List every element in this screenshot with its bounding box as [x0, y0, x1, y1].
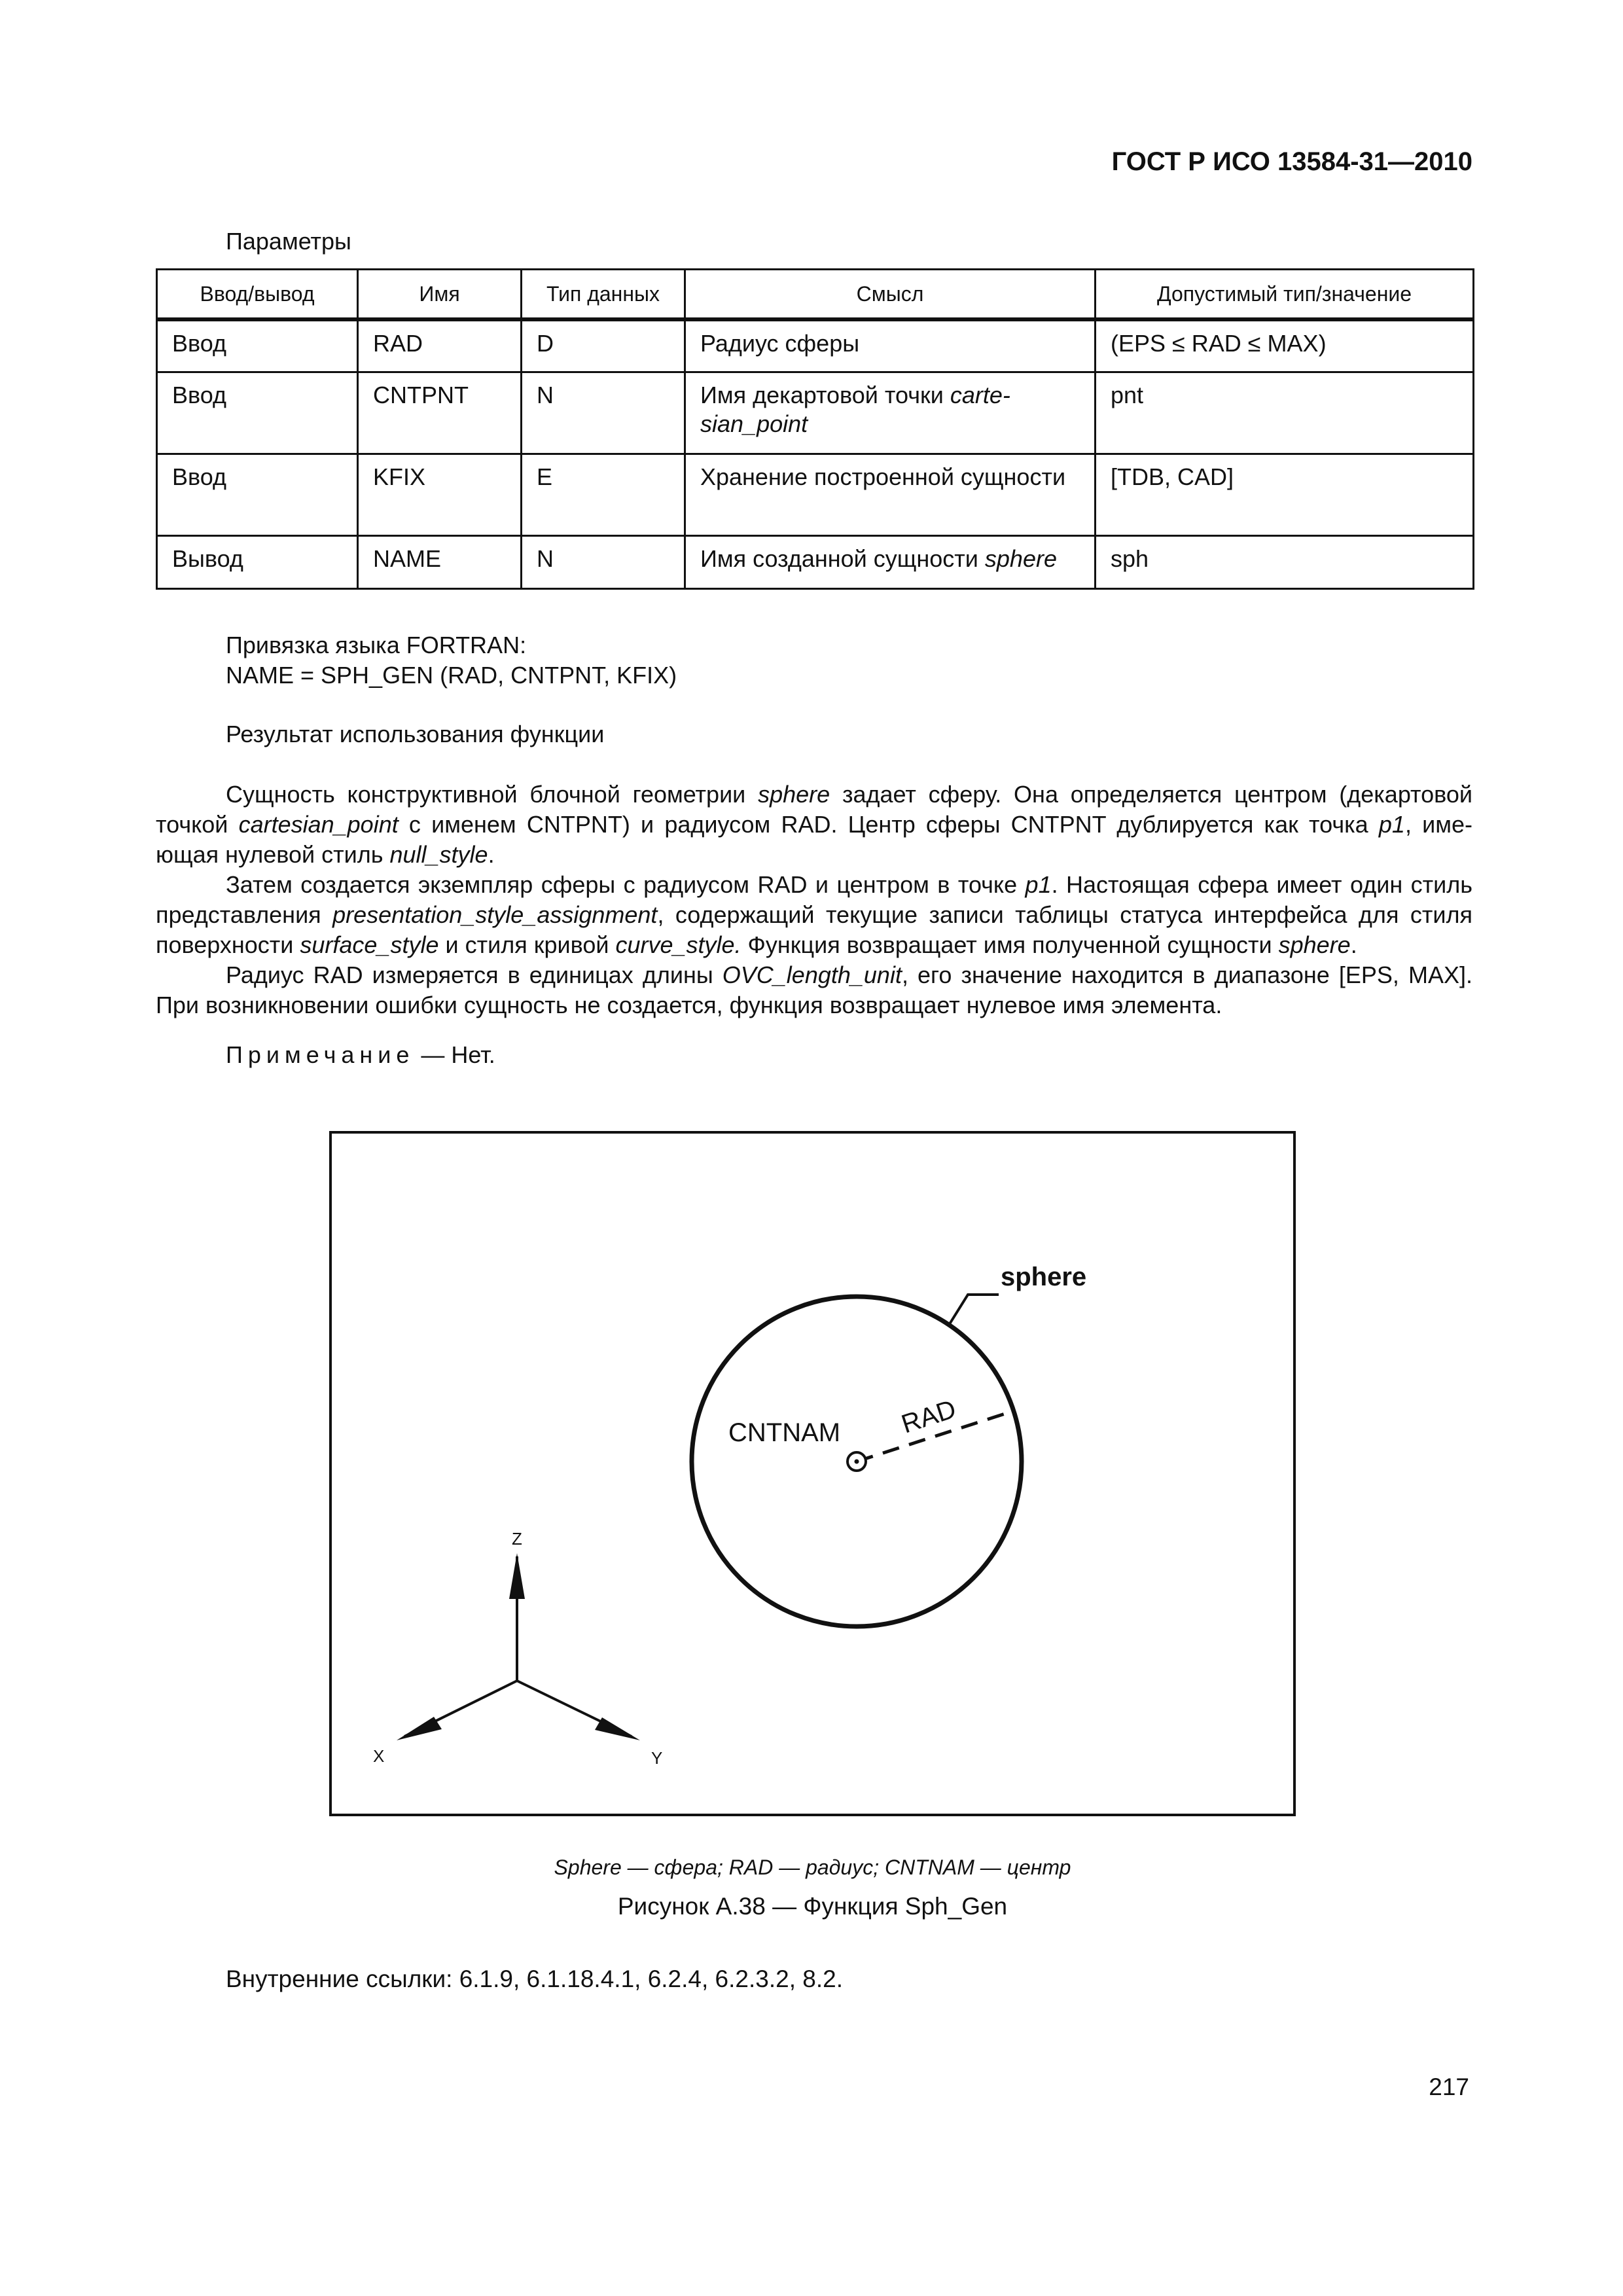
- p1-italic-3: p1: [1378, 811, 1405, 838]
- axis-z-label: Z: [512, 1529, 522, 1549]
- p2-text-2: . Настоящая сфера имеет один стиль представления: [156, 871, 1472, 928]
- page-number: 217: [1429, 2073, 1469, 2100]
- p2-italic-3: surface_style: [300, 931, 439, 958]
- paragraph-3: [156, 960, 1472, 1020]
- fortran-binding-signature: NAME = SPH_GEN (RAD, CNTPNT, KFIX): [226, 662, 677, 689]
- header-meaning: Смысл: [685, 270, 1096, 320]
- p2-text-6: .: [1350, 931, 1357, 958]
- p2-text-5: Функция возвращает имя полученной сущности: [741, 931, 1279, 958]
- parameters-table: [156, 268, 1474, 590]
- axis-y-arrow-icon: [595, 1717, 640, 1740]
- fortran-binding-title: Привязка языка FORTRAN:: [226, 632, 527, 658]
- note: [226, 1040, 1469, 1070]
- axis-y-label: Y: [651, 1748, 663, 1768]
- sphere-figure: [329, 1131, 1296, 1816]
- p1-italic-1: sphere: [758, 781, 830, 808]
- cell-meaning-text: Хранение построенной сущности: [700, 463, 1066, 490]
- p1-italic-4: null_style: [389, 841, 488, 868]
- axis-z-arrow-icon: [509, 1553, 525, 1599]
- p2-italic-5: sphere: [1278, 931, 1351, 958]
- p1-text-1: Сущность конструктивной блочной геометрии: [226, 781, 758, 808]
- sphere-label: sphere: [1001, 1263, 1087, 1291]
- cell-type: D: [522, 319, 685, 372]
- radius-label: RAD: [898, 1394, 960, 1439]
- p1-text-4: , име-ющая нулевой стиль: [156, 811, 1473, 868]
- header-allowed: Допустимый тип/значение: [1096, 270, 1474, 320]
- cell-name: KFIX: [358, 454, 522, 536]
- p2-text-4: и стиля кривой: [438, 931, 616, 958]
- cell-meaning: [685, 319, 1096, 372]
- header-type: Тип данных: [522, 270, 685, 320]
- axis-x-label: X: [373, 1746, 385, 1766]
- note-label: Примечание: [226, 1041, 415, 1068]
- cell-name: RAD: [358, 319, 522, 372]
- cell-io: Ввод: [157, 454, 358, 536]
- table-row: [157, 319, 1474, 372]
- center-dot: [855, 1460, 859, 1464]
- center-label: CNTNAM: [728, 1418, 841, 1447]
- p2-italic-4: curve_style.: [615, 931, 741, 958]
- p3-text-1: Радиус RAD измеряется в единицах длины: [226, 961, 722, 988]
- cell-meaning: [685, 536, 1096, 589]
- header-name: Имя: [358, 270, 522, 320]
- cell-allowed: sph: [1096, 536, 1474, 589]
- p1-text-5: .: [488, 841, 495, 868]
- paragraph-1: [156, 780, 1472, 870]
- table-row: [157, 454, 1474, 536]
- p2-text-3: , содержащий текущие записи таблицы статуса интерфейса для стиля поверхности: [156, 901, 1472, 958]
- cell-type: N: [522, 536, 685, 589]
- cell-io: Ввод: [157, 372, 358, 454]
- cell-meaning: [685, 454, 1096, 536]
- cell-name: CNTPNT: [358, 372, 522, 454]
- cell-io: Вывод: [157, 536, 358, 589]
- cell-allowed: (EPS ≤ RAD ≤ MAX): [1096, 319, 1474, 372]
- p2-text-1: Затем создается экземпляр сферы с радиусом RAD и центром в точке: [226, 871, 1026, 898]
- cell-meaning-italic: carte-sian_point: [700, 382, 1010, 437]
- sphere-leader-line: [948, 1295, 999, 1326]
- cell-meaning-text: Имя созданной сущности: [700, 545, 985, 572]
- cell-allowed: pnt: [1096, 372, 1474, 454]
- figure-frame: [330, 1132, 1294, 1815]
- params-label: Параметры: [226, 228, 351, 255]
- p2-italic-1: p1: [1025, 871, 1052, 898]
- figure-caption: Рисунок А.38 — Функция Sph_Gen: [617, 1893, 1008, 1920]
- p3-text-2: , его значение находится в диапазоне [EPS, MAX]. При возникновении ошибки сущность не создается, функция возвращает нулевое имя элемента.: [156, 961, 1472, 1018]
- fortran-binding: [226, 630, 1469, 691]
- cell-io: Ввод: [157, 319, 358, 372]
- standard-header: ГОСТ Р ИСО 13584-31—2010: [1111, 147, 1472, 176]
- cell-meaning-italic: sphere: [984, 545, 1057, 572]
- p1-text-2: задает сферу. Она определяется центром (декартовой точкой: [156, 781, 1472, 838]
- cell-meaning-text: Радиус сферы: [700, 330, 860, 357]
- table-row: [157, 372, 1474, 454]
- paragraph-2: [156, 870, 1472, 960]
- table-row: [157, 536, 1474, 589]
- p2-italic-2: presentation_style_assignment: [332, 901, 658, 928]
- internal-references: Внутренние ссылки: 6.1.9, 6.1.18.4.1, 6.2.4, 6.2.3.2, 8.2.: [226, 1965, 843, 1992]
- table-header-row: [157, 270, 1474, 320]
- header-io: Ввод/вывод: [157, 270, 358, 320]
- cell-name: NAME: [358, 536, 522, 589]
- p1-italic-2: cartesian_point: [238, 811, 399, 838]
- figure-legend: Sphere — сфера; RAD — радиус; CNTNAM — центр: [554, 1856, 1071, 1879]
- cell-meaning: [685, 372, 1096, 454]
- axis-x-arrow-icon: [397, 1717, 442, 1740]
- note-text: — Нет.: [414, 1041, 495, 1068]
- cell-type: N: [522, 372, 685, 454]
- cell-meaning-text: Имя декартовой точки: [700, 382, 950, 408]
- cell-allowed: [TDB, CAD]: [1096, 454, 1474, 536]
- p3-italic-1: OVC_length_unit: [722, 961, 902, 988]
- result-heading: Результат использования функции: [226, 721, 605, 747]
- cell-type: E: [522, 454, 685, 536]
- p1-text-3: с именем CNTPNT) и радиусом RAD. Центр сферы CNTPNT дублируется как точка: [398, 811, 1379, 838]
